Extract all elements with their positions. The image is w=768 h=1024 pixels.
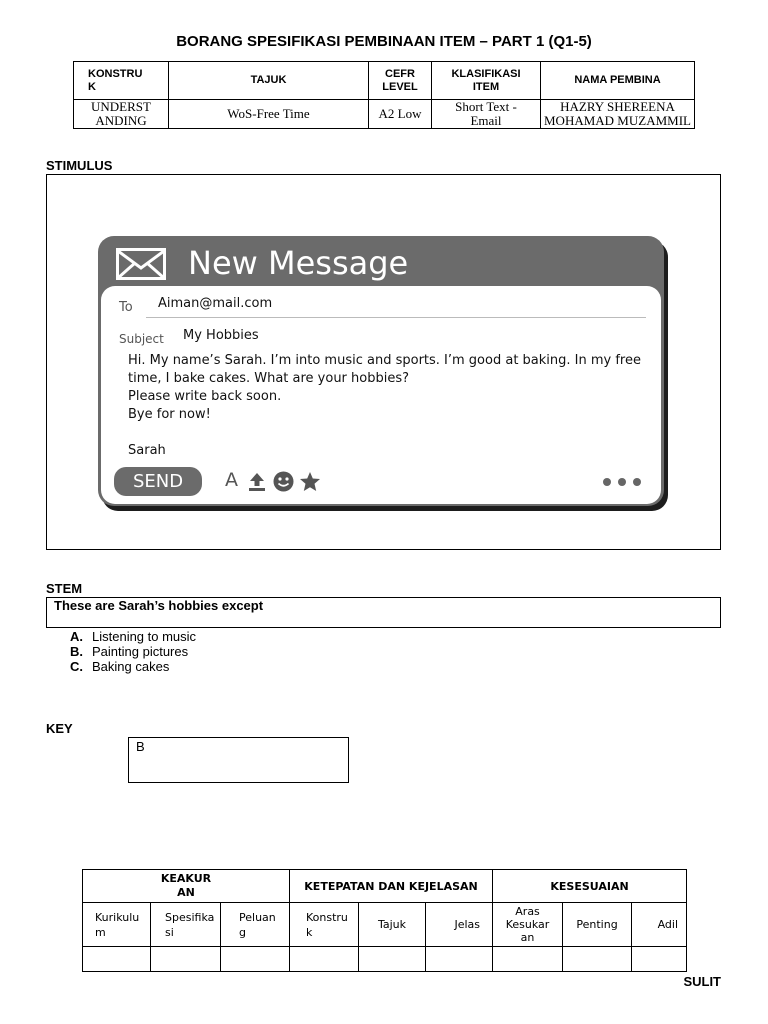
message-line: Sarah <box>128 443 166 458</box>
option-letter: C. <box>70 659 83 674</box>
header-cefr-level: CEFR LEVEL <box>369 62 432 100</box>
spec-header-row <box>74 62 695 100</box>
stem-question: These are Sarah’s hobbies except <box>54 598 264 613</box>
option-letter: A. <box>70 629 83 644</box>
entry-cell[interactable] <box>221 947 290 972</box>
cell-klasifikasi-item: Short Text - Email <box>432 100 541 129</box>
entry-cell[interactable] <box>290 947 359 972</box>
emoji-icon[interactable] <box>273 471 294 492</box>
message-line: Hi. My name’s Sarah. I’m into music and sports. I’m good at baking. In my free <box>128 353 641 368</box>
option-text: Baking cakes <box>92 659 170 674</box>
header-tajuk: TAJUK <box>169 62 369 100</box>
more-icon[interactable] <box>602 477 642 487</box>
option-text: Painting pictures <box>92 644 189 659</box>
entry-cell[interactable] <box>151 947 221 972</box>
message-line: Bye for now! <box>128 407 211 422</box>
col-jelas: Jelas <box>426 903 493 947</box>
send-button[interactable]: SEND <box>114 467 202 496</box>
header-nama-pembina: NAMA PEMBINA <box>541 62 695 100</box>
footer-classification: SULIT <box>683 974 721 989</box>
col-adil: Adil <box>632 903 687 947</box>
review-entry-row <box>83 947 687 972</box>
group-kesesuaian: KESESUAIAN <box>493 870 687 903</box>
review-column-row <box>83 903 687 947</box>
entry-cell[interactable] <box>83 947 151 972</box>
cell-konstruk: UNDERST ANDING <box>74 100 169 129</box>
message-line: time, I bake cakes. What are your hobbies? <box>128 371 410 386</box>
upload-icon[interactable] <box>247 472 267 492</box>
review-group-row <box>83 870 687 903</box>
entry-cell[interactable] <box>632 947 687 972</box>
col-tajuk: Tajuk <box>359 903 426 947</box>
message-line <box>128 424 653 442</box>
option-letter: B. <box>70 644 83 659</box>
header-klasifikasi-item: KLASIFIKASI ITEM <box>432 62 541 100</box>
field-divider <box>146 317 646 318</box>
message-body[interactable] <box>128 352 653 460</box>
option-b <box>70 644 188 659</box>
to-field[interactable]: Aiman@mail.com <box>158 296 273 311</box>
cell-nama-pembina: HAZRY SHEREENA MOHAMAD MUZAMMIL <box>541 100 695 129</box>
option-a <box>70 629 196 644</box>
spec-data-row <box>74 100 695 129</box>
key-value: B <box>136 739 145 754</box>
review-table <box>82 869 687 972</box>
email-header <box>116 242 656 286</box>
key-box <box>128 737 349 783</box>
window-title: New Message <box>188 244 409 282</box>
col-aras-kesukaran: Aras Kesukar an <box>493 903 563 947</box>
col-konstruk: Konstru k <box>290 903 359 947</box>
stem-label: STEM <box>46 581 83 596</box>
spec-table <box>73 61 695 129</box>
col-kurikulum: Kurikulu m <box>83 903 151 947</box>
col-peluang: Peluan g <box>221 903 290 947</box>
message-line: Please write back soon. <box>128 389 282 404</box>
entry-cell[interactable] <box>426 947 493 972</box>
entry-cell[interactable] <box>359 947 426 972</box>
cell-cefr-level: A2 Low <box>369 100 432 129</box>
header-konstruk: KONSTRU K <box>74 62 169 100</box>
email-body <box>101 286 661 504</box>
group-ketepatan-dan-kejelasan: KETEPATAN DAN KEJELASAN <box>290 870 493 903</box>
form-title: BORANG SPESIFIKASI PEMBINAAN ITEM – PART 1 (Q1-5) <box>176 33 592 50</box>
stem-box <box>46 597 721 628</box>
subject-field[interactable]: My Hobbies <box>183 328 259 343</box>
col-spesifikasi: Spesifika si <box>151 903 221 947</box>
option-c <box>70 659 169 674</box>
key-label: KEY <box>46 721 73 736</box>
option-text: Listening to music <box>92 629 197 644</box>
entry-cell[interactable] <box>563 947 632 972</box>
entry-cell[interactable] <box>493 947 563 972</box>
star-icon[interactable] <box>299 471 321 492</box>
col-penting: Penting <box>563 903 632 947</box>
font-icon[interactable]: A <box>225 469 238 491</box>
email-card <box>98 236 664 506</box>
group-keakuran: KEAKUR AN <box>83 870 290 903</box>
cell-tajuk: WoS-Free Time <box>169 100 369 129</box>
subject-label: Subject <box>119 332 164 346</box>
stimulus-label: STIMULUS <box>46 158 113 173</box>
to-label: To <box>119 300 133 315</box>
envelope-icon <box>116 248 166 280</box>
